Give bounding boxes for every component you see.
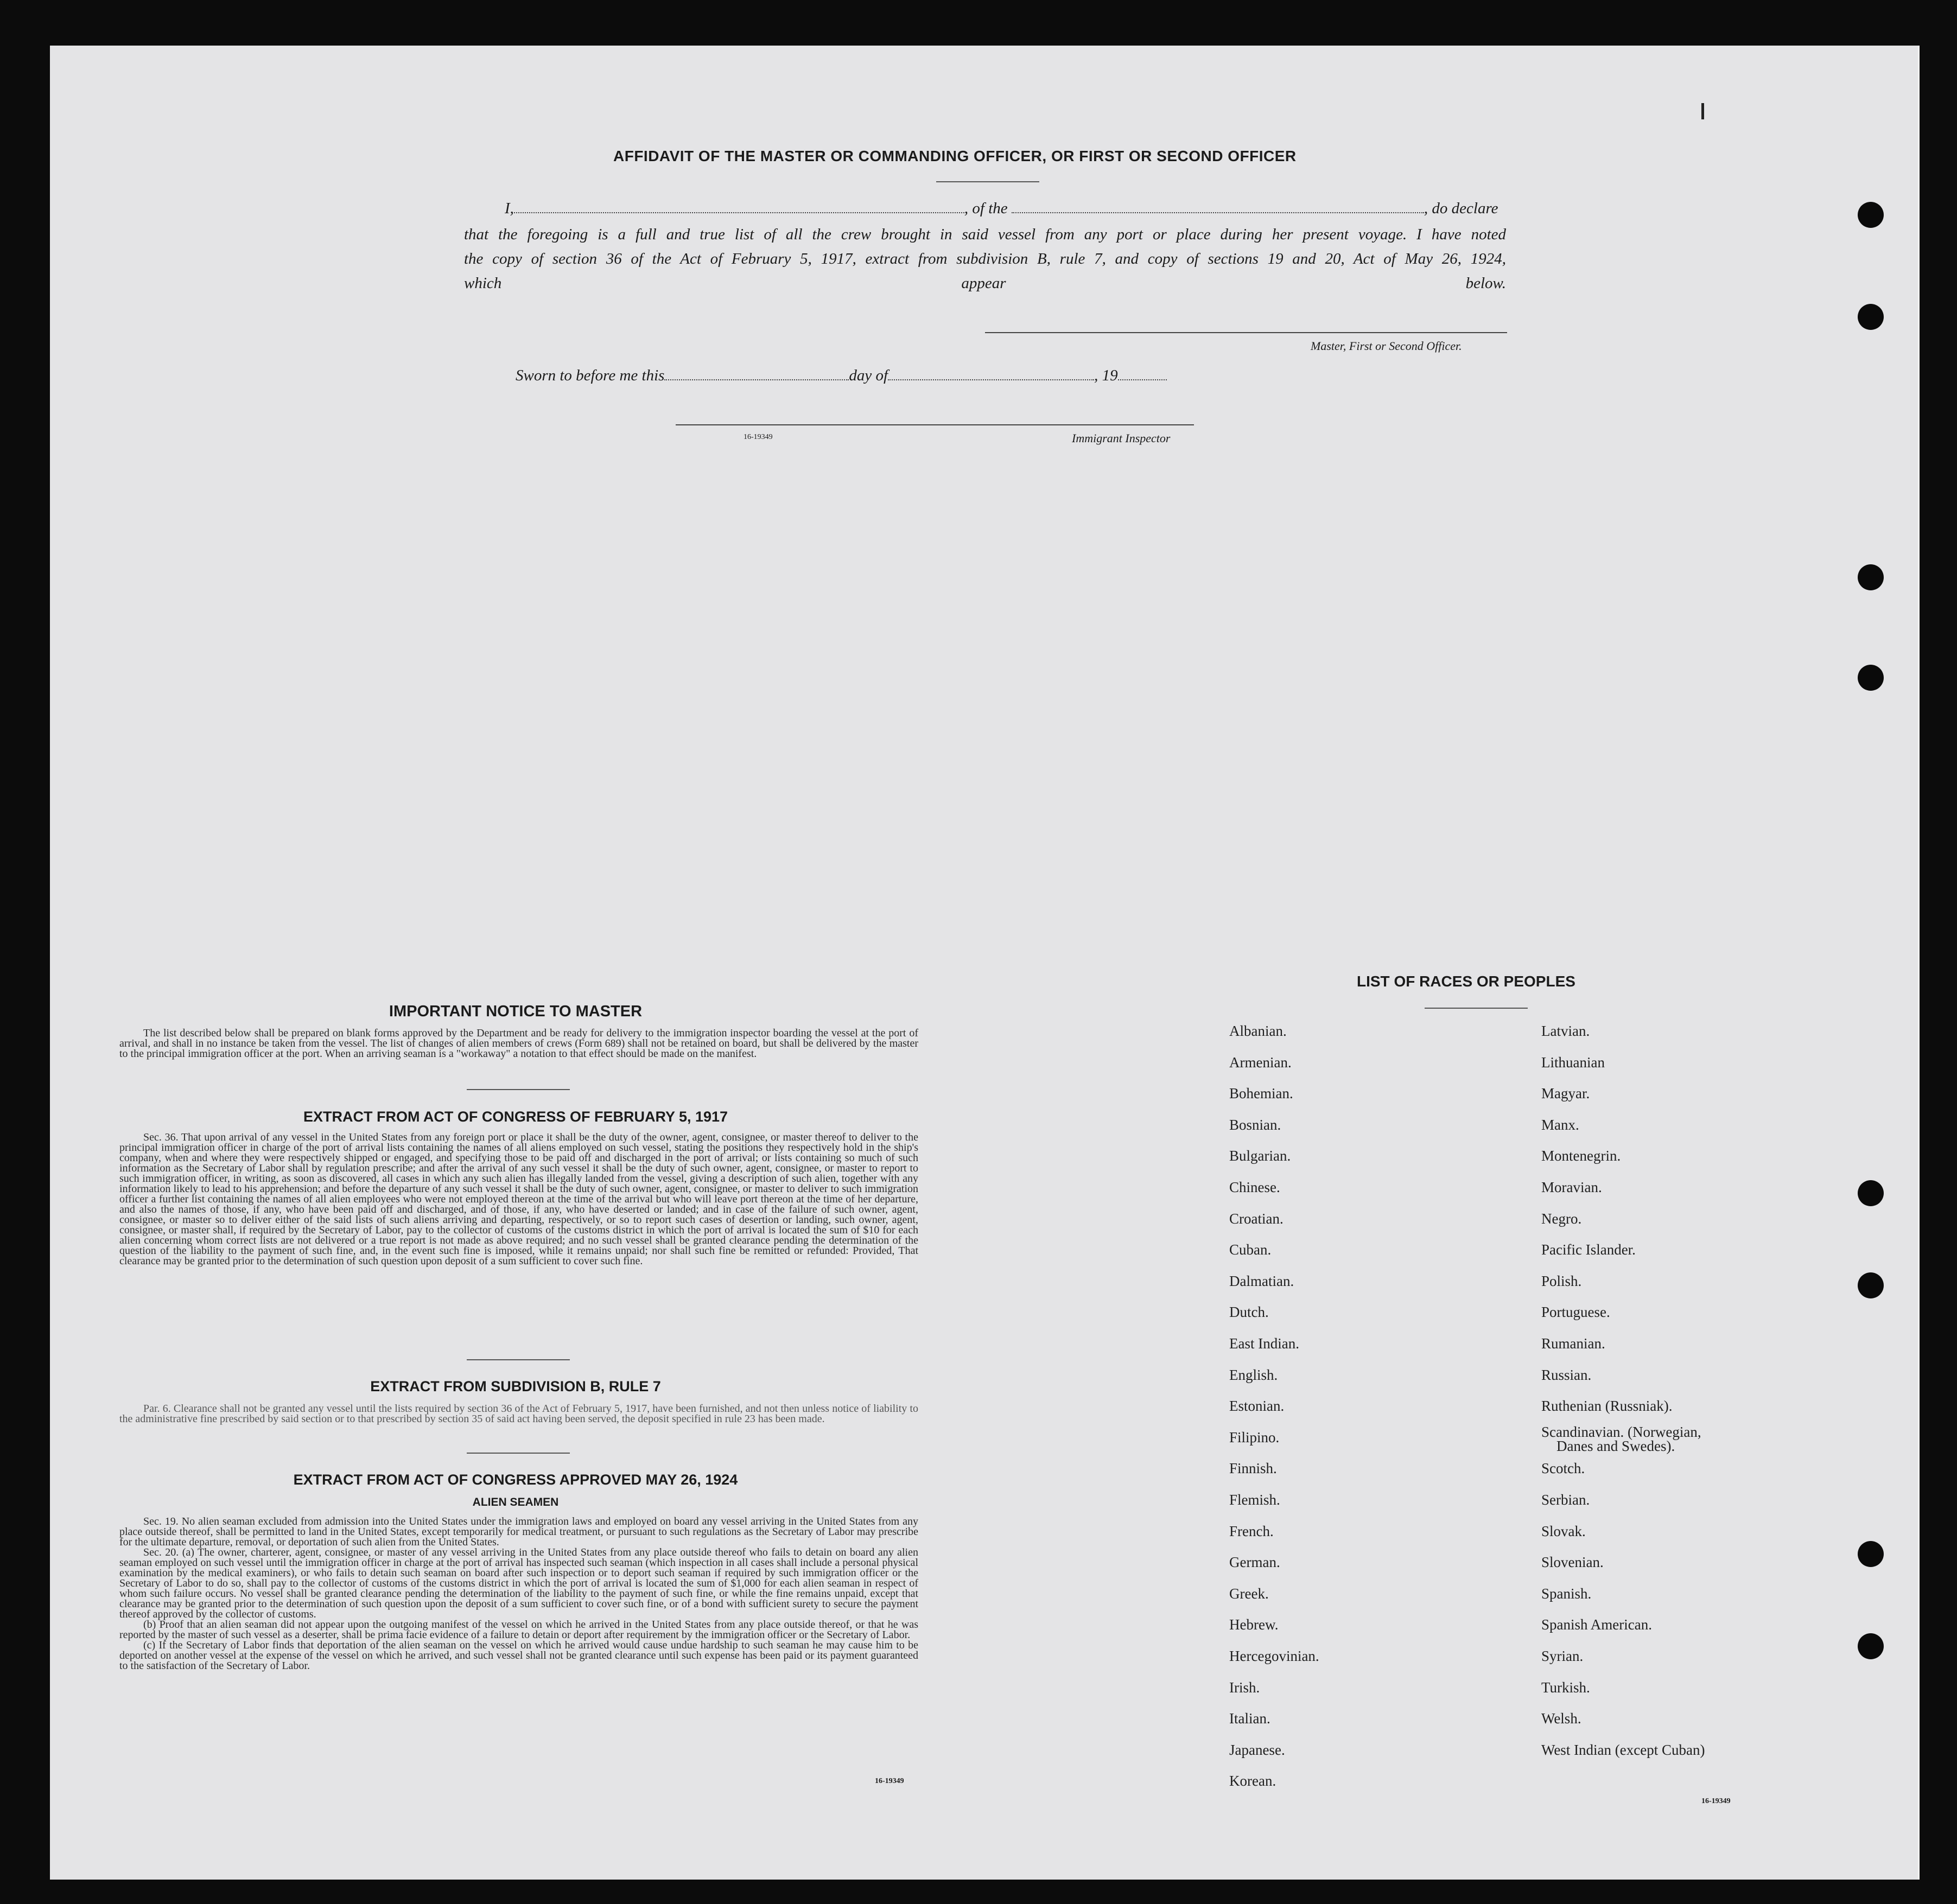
race-item: Pacific Islander.: [1541, 1241, 1636, 1258]
sworn-month-field[interactable]: [888, 368, 1094, 380]
sec-20a-text: Sec. 20. (a) The owner, charterer, agent, consignee, or master of any vessel arriving in the United States from any place outside thereof who fails to detain on board any alien seaman employed on such vessel until the immigration officer in charge at the port of arrival has inspected such seaman (which inspection in all cases shall include a personal physical examination by the medical examiners), or who fails to detain such seaman on board after such inspection or to deport such seaman if required by such immigration officer or the Secretary of Labor to do so, shall pay to the collector of customs of the customs district in which the port of arrival is located the sum of $1,000 for each alien seaman in respect of whom such failure occurs. No vessel shall be granted clearance pending the determination of the liability to the payment of such fine, or while the fine remains unpaid, except that clearance may be granted prior to the determination of such question upon the deposit of a sum sufficient to cover such fine, or of a bond with sufficient surety to secure the payment thereof approved by the collector of customs.: [119, 1546, 918, 1620]
race-item: Latvian.: [1541, 1023, 1590, 1039]
paragraph-line: which appear below.: [464, 275, 1506, 292]
race-item: English.: [1229, 1367, 1278, 1383]
rule7-body: Par. 6. Clearance shall not be granted any vessel until the lists required by section 36 of the Act of February 5, 1917, have been furnished, and not then unless notice of liability to the administrative fine prescribed by said section or to that prescribed by section 35 of said act having been served, the deposit specified in rule 23 has been made.: [119, 1403, 918, 1425]
day-of-label: day of: [849, 367, 888, 384]
rule7-title: EXTRACT FROM SUBDIVISION B, RULE 7: [370, 1378, 661, 1394]
race-item: Syrian.: [1541, 1648, 1584, 1664]
form-number: 16-19349: [875, 1777, 904, 1785]
sworn-label: Sworn to before me this: [516, 367, 665, 384]
race-item: Slovenian.: [1541, 1554, 1604, 1570]
section-rule: [467, 1089, 570, 1090]
race-item: Danes and Swedes).: [1556, 1438, 1675, 1454]
binder-hole: [1858, 1541, 1884, 1567]
extract-1924-title: EXTRACT FROM ACT OF CONGRESS APPROVED MAY 26, 1924: [293, 1472, 738, 1488]
race-item: Spanish.: [1541, 1585, 1592, 1602]
notice-title: IMPORTANT NOTICE TO MASTER: [389, 1003, 643, 1020]
race-item: Manx.: [1541, 1117, 1579, 1133]
declarant-name-field[interactable]: [514, 201, 964, 213]
alien-seamen-subtitle: ALIEN SEAMEN: [472, 1496, 559, 1508]
race-item: Estonian.: [1229, 1398, 1285, 1414]
sec-19-text: Sec. 19. No alien seaman excluded from admission into the United States under the immigration laws and employed on board any vessel arriving in the United States from any place outside thereof, shall be permitted to land in the United States, except temporarily for medical treatment, or pursuant to such regulations as the Secretary of Labor may prescribe for the ultimate departure, removal, or deportation of such alien from the United States.: [119, 1515, 918, 1548]
race-item: Filipino.: [1229, 1429, 1280, 1445]
race-item: Lithuanian: [1541, 1054, 1605, 1071]
race-item: Cuban.: [1229, 1241, 1272, 1258]
extract-1917-title: EXTRACT FROM ACT OF CONGRESS OF FEBRUARY 5, 1917: [303, 1109, 728, 1125]
race-item: Korean.: [1229, 1773, 1276, 1789]
race-item: Polish.: [1541, 1273, 1582, 1289]
binder-hole: [1858, 1633, 1884, 1659]
race-item: Dalmatian.: [1229, 1273, 1294, 1289]
sec-20c-text: (c) If the Secretary of Labor finds that deportation of the alien seaman on the vessel on which he arrived would cause undue hardship to such seaman he may cause him to be deported on another vessel at the expense of the vessel on which he arrived, and such vessel shall not be granted clearance until such expense has been paid or its payment guaranteed to the satisfaction of the Secretary of Labor.: [119, 1639, 918, 1672]
race-item: German.: [1229, 1554, 1280, 1570]
race-item: French.: [1229, 1523, 1274, 1539]
binder-hole: [1858, 304, 1884, 330]
race-item: Russian.: [1541, 1367, 1592, 1383]
sec-20b-text: (b) Proof that an alien seaman did not appear upon the outgoing manifest of the vessel on which he arrived in the United States from any place outside thereof, or that he was reported by the master of such vessel as a deserter, shall be prima facie evidence of a failure to detain or deport after requirement by the immigration officer or the Secretary of Labor.: [119, 1619, 918, 1641]
form-number: 16-19349: [744, 433, 773, 441]
race-item: Dutch.: [1229, 1304, 1269, 1320]
race-item: Armenian.: [1229, 1054, 1292, 1071]
race-item: Greek.: [1229, 1585, 1269, 1602]
sworn-line: [516, 367, 1167, 385]
vessel-name-field[interactable]: [1012, 201, 1424, 213]
edge-mark: [1701, 103, 1704, 119]
race-item: Bosnian.: [1229, 1117, 1281, 1133]
section-rule: [467, 1359, 570, 1360]
extract-1924-body: [119, 1517, 918, 1671]
race-item: Spanish American.: [1541, 1616, 1652, 1633]
race-item: Albanian.: [1229, 1023, 1287, 1039]
race-item: Montenegrin.: [1541, 1148, 1621, 1164]
race-item: Scandinavian. (Norwegian,: [1541, 1424, 1701, 1440]
binder-hole: [1858, 1272, 1884, 1298]
race-item: Bohemian.: [1229, 1085, 1293, 1101]
race-item: Magyar.: [1541, 1085, 1590, 1101]
race-item: Welsh.: [1541, 1710, 1581, 1727]
race-item: Irish.: [1229, 1679, 1260, 1696]
races-title: LIST OF RACES OR PEOPLES: [1357, 973, 1575, 990]
race-item: Serbian.: [1541, 1492, 1590, 1508]
race-item: East Indian.: [1229, 1335, 1299, 1352]
race-item: Finnish.: [1229, 1460, 1277, 1476]
binder-hole: [1858, 1180, 1884, 1206]
race-item: West Indian (except Cuban): [1541, 1742, 1705, 1758]
title-rule: [936, 181, 1039, 182]
race-item: Flemish.: [1229, 1492, 1280, 1508]
inspector-caption: Immigrant Inspector: [1072, 431, 1171, 445]
race-item: Hebrew.: [1229, 1616, 1279, 1633]
section-rule: [1425, 1008, 1528, 1009]
race-item: Croatian.: [1229, 1211, 1284, 1227]
race-item: Bulgarian.: [1229, 1148, 1291, 1164]
declaration-paragraph: [464, 222, 1506, 296]
race-item: Japanese.: [1229, 1742, 1285, 1758]
section-rule: [467, 1453, 570, 1454]
race-item: Moravian.: [1541, 1179, 1602, 1195]
declaration-line: [505, 200, 1509, 218]
race-item: Turkish.: [1541, 1679, 1590, 1696]
race-item: Portuguese.: [1541, 1304, 1610, 1320]
sworn-day-field[interactable]: [664, 368, 849, 380]
paragraph-line: that the foregoing is a full and true list of all the crew brought in said vessel from any port or place during her present voyage. I have noted: [464, 226, 1506, 243]
declarant-label: I,: [505, 200, 514, 217]
race-item: Negro.: [1541, 1211, 1582, 1227]
race-item: Italian.: [1229, 1710, 1270, 1727]
race-item: Rumanian.: [1541, 1335, 1605, 1352]
form-number: 16-19349: [1701, 1797, 1731, 1805]
race-item: Chinese.: [1229, 1179, 1280, 1195]
of-the-label: , of the: [964, 200, 1008, 217]
paragraph-line: the copy of section 36 of the Act of February 5, 1917, extract from subdivision B, rule 7, and copy of sections 19 and 20, Act of May 26, 1924,: [464, 250, 1506, 268]
year-label: , 19: [1094, 367, 1118, 384]
extract-1917-body: Sec. 36. That upon arrival of any vessel in the United States from any foreign port or place it shall be the duty of the owner, agent, consignee, or master thereof to deliver to the principal immigration officer in charge of the port of arrival lists containing the names of all aliens employed on such vessel, stating the positions they respectively hold in the ship's company, when and where they were respectively shipped or engaged, and specifying those to be paid off and discharged in the port of arrival; or lists containing so much of such information as the Secretary of Labor shall by regulation prescribe; and after the arrival of any such vessel it shall be the duty of such owner, agent, consignee, or master to report to such immigration officer, in writing, as soon as discovered, all cases in which any such alien has illegally landed from the vessel, giving a description of such alien, together with any information likely to lead to his apprehension; and before the departure of any such vessel it shall be the duty of such owner, agent, consignee, or master to deliver to such immigration officer a further list containing the names of all alien employees who were not employed thereon at the time of the arrival but who will leave port thereon at the time of her departure, and also the names of those, if any, who have been paid off and discharged, and of those, if any, who have deserted or landed; and in case of the failure of such owner, agent, consignee, or master so to deliver either of the said lists of such aliens arriving and departing, respectively, or so to report such cases of desertion or landing, such owner, agent, consignee, or master shall, if required by the Secretary of Labor, pay to the collector of customs of the customs district in which the port of arrival is located the sum of $10 for each alien concerning whom correct lists are not delivered or a true report is not made as above required; and no such vessel shall be granted clearance pending the determination of the question of the liability to the payment of such fine, and, in the event such fine is imposed, while it remains unpaid; nor shall such fine be remitted or refunded: Provided, That clearance may be granted prior to the determination of such question upon deposit of a sum sufficient to cover such fine.: [119, 1131, 918, 1267]
race-item: Slovak.: [1541, 1523, 1586, 1539]
affidavit-title: AFFIDAVIT OF THE MASTER OR COMMANDING OFFICER, OR FIRST OR SECOND OFFICER: [613, 148, 1297, 164]
binder-hole: [1858, 665, 1884, 691]
race-item: Ruthenian (Russniak).: [1541, 1398, 1673, 1414]
inspector-signature-line[interactable]: [676, 424, 1194, 425]
notice-body: The list described below shall be prepared on blank forms approved by the Department and be ready for delivery to the immigration inspector boarding the vessel at the port of arrival, and shall in no instance be taken from the vessel. The list of changes of alien members of crews (Form 689) shall not be retained on board, but shall be delivered by the master to the principal immigration officer at the port. When an arriving seaman is a "workaway" a notation to that effect should be made on the manifest.: [119, 1027, 918, 1060]
race-item: Hercegovinian.: [1229, 1648, 1319, 1664]
sworn-year-field[interactable]: [1118, 368, 1167, 380]
do-declare-label: , do declare: [1424, 200, 1498, 217]
race-item: Scotch.: [1541, 1460, 1585, 1476]
master-caption: Master, First or Second Officer.: [1311, 339, 1462, 353]
master-signature-line[interactable]: [985, 332, 1507, 333]
binder-hole: [1858, 564, 1884, 590]
binder-hole: [1858, 202, 1884, 228]
